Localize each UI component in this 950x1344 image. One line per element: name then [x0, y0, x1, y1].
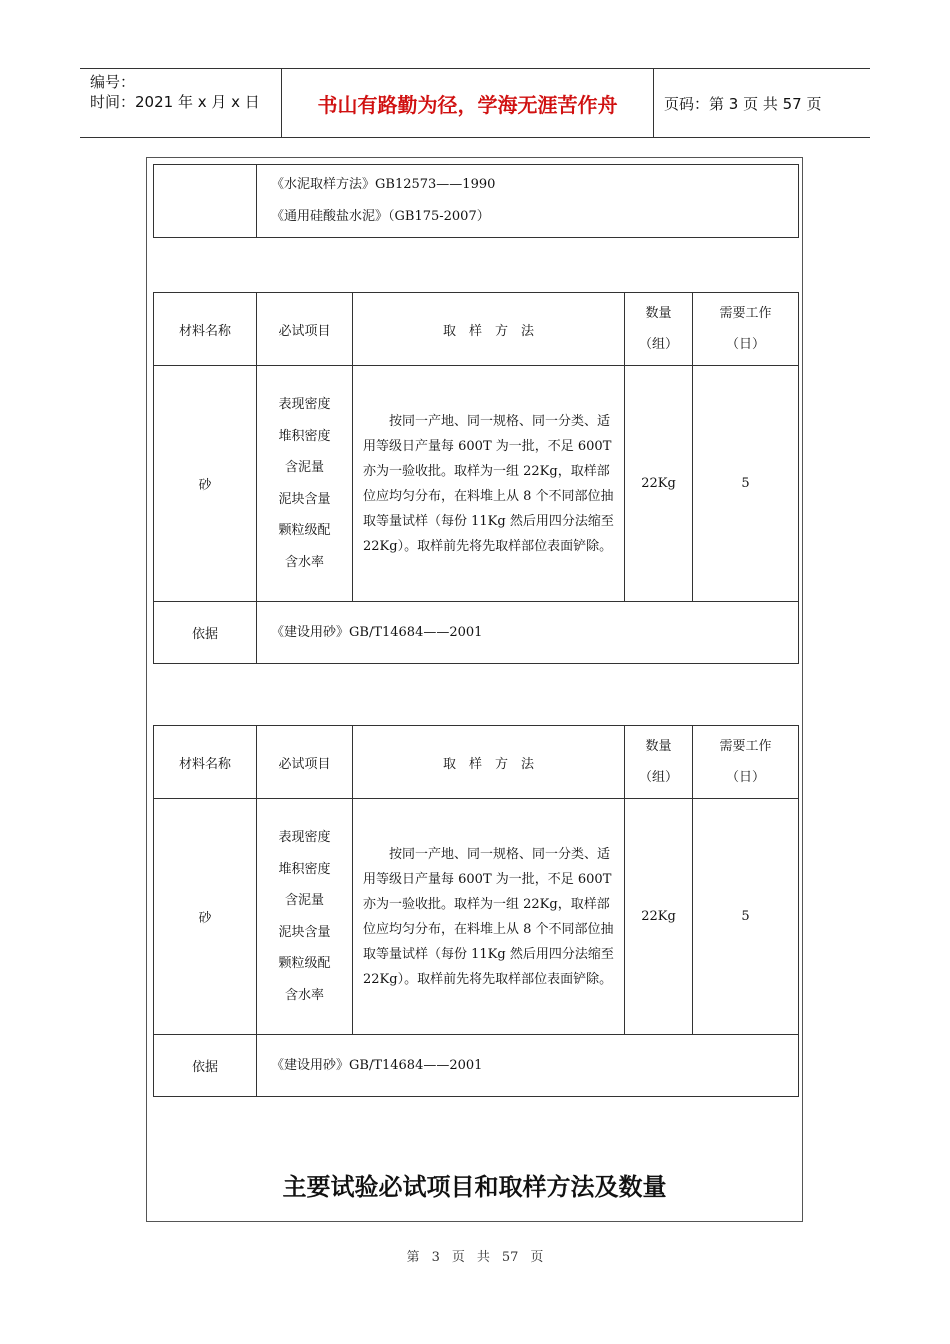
test-item: 含水率 [284, 987, 324, 1003]
sampling-method-cell [353, 366, 625, 602]
header-meta [80, 69, 282, 137]
table-header-row [154, 726, 799, 799]
header-days [693, 726, 799, 799]
footer-ye: 页 [451, 1250, 465, 1265]
document-number-label: 编号： [90, 73, 136, 91]
header-motto: 书山有路勤为径，学海无涯苦作舟 [317, 92, 618, 117]
test-item: 表现密度 [278, 397, 331, 412]
test-item: 颗粒级配 [278, 956, 331, 971]
sampling-method-cell [353, 799, 625, 1035]
header-quantity [625, 293, 693, 366]
header-days-unit: （日） [725, 337, 765, 352]
header-quantity-line: 数量 [645, 306, 672, 321]
header-days-line: 需要工作 [719, 739, 772, 754]
table-header-row [154, 293, 799, 366]
test-item: 含泥量 [284, 460, 324, 475]
sampling-table [153, 725, 799, 1097]
header-items: 必试项目 [257, 726, 353, 799]
header-motto-cell [282, 69, 654, 137]
header-quantity-unit: （组） [638, 337, 678, 352]
quantity-cell: 22Kg [625, 799, 693, 1035]
basis-label: 依据 [154, 602, 257, 664]
header-quantity-unit: （组） [638, 770, 678, 785]
basis-label: 依据 [154, 1035, 257, 1097]
test-items-cell [257, 366, 353, 602]
sampling-method-text: 按同一产地、同一规格、同一分类、适用等级日产量每 600T 为一批，不足 600T 亦为一验收批。取样为一组 22Kg，取样部位应均匀分布，在料堆上从 8 个不同部位抽取等量试样（每份 11Kg 然后用四分法缩至 22Kg）。取样前先将先取样部位表面铲除。 [363, 846, 614, 987]
basis-row [154, 1035, 799, 1097]
test-items-cell [257, 799, 353, 1035]
sampling-table [153, 292, 799, 664]
reference-box-text-cell [257, 165, 799, 238]
reference-box [153, 164, 799, 238]
test-item: 泥块含量 [278, 491, 331, 507]
test-item: 堆积密度 [278, 861, 331, 877]
header-material: 材料名称 [154, 726, 257, 799]
table-row [154, 366, 799, 602]
days-cell: 5 [693, 366, 799, 602]
header-days [693, 293, 799, 366]
footer-gong: 共 [476, 1250, 490, 1265]
material-cell: 砂 [154, 799, 257, 1035]
basis-standard: 《建设用砂》GB/T14684——2001 [257, 602, 799, 664]
header-days-line: 需要工作 [719, 306, 772, 321]
footer-ye: 页 [530, 1250, 544, 1265]
test-item: 含水率 [284, 554, 324, 570]
footer-current-page: 3 [431, 1250, 440, 1265]
document-date: 时间：2021 年 x 月 x 日 [90, 93, 260, 111]
test-item: 含泥量 [284, 893, 324, 908]
header-items: 必试项目 [257, 293, 353, 366]
days-cell: 5 [693, 799, 799, 1035]
test-item: 泥块含量 [278, 924, 331, 940]
footer-di: 第 [406, 1250, 420, 1265]
table-row [154, 799, 799, 1035]
header-page-info: 页码：第 3 页 共 57 页 [664, 94, 822, 113]
basis-row [154, 602, 799, 664]
basis-standard: 《建设用砂》GB/T14684——2001 [257, 1035, 799, 1097]
page-header [80, 68, 870, 138]
header-days-unit: （日） [725, 770, 765, 785]
header-material: 材料名称 [154, 293, 257, 366]
header-quantity [625, 726, 693, 799]
page-title: 主要试验必试项目和取样方法及数量 [282, 1172, 667, 1201]
sampling-method-text: 按同一产地、同一规格、同一分类、适用等级日产量每 600T 为一批，不足 600T 亦为一验收批。取样为一组 22Kg，取样部位应均匀分布，在料堆上从 8 个不同部位抽取等量试样（每份 11Kg 然后用四分法缩至 22Kg）。取样前先将先取样部位表面铲除。 [363, 413, 614, 554]
quantity-cell: 22Kg [625, 366, 693, 602]
header-method: 取 样 方 法 [353, 293, 625, 366]
footer-total-pages: 57 [501, 1250, 519, 1265]
test-item: 堆积密度 [278, 428, 331, 444]
test-item: 表现密度 [278, 830, 331, 845]
test-item: 颗粒级配 [278, 523, 331, 538]
material-cell: 砂 [154, 366, 257, 602]
reference-line: 《水泥取样方法》GB12573——1990 [271, 177, 496, 192]
header-quantity-line: 数量 [645, 739, 672, 754]
reference-box-empty-cell [154, 165, 257, 238]
header-method: 取 样 方 法 [353, 726, 625, 799]
page-footer [0, 1246, 950, 1265]
reference-line: 《通用硅酸盐水泥》（GB175-2007） [271, 209, 490, 224]
